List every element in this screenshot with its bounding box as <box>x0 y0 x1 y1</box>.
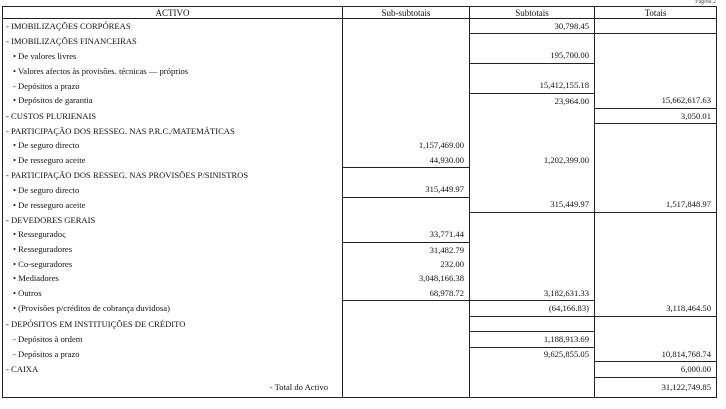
header-subtotais: Subtotais <box>470 7 595 19</box>
row-sub-subtotal <box>343 19 470 34</box>
row-label: - DEVEDORES GERAIS <box>3 213 343 228</box>
row-total <box>595 168 717 183</box>
row-subtotal: 1,202,399.00 <box>470 153 595 168</box>
row-total: 3,050.01 <box>595 108 717 123</box>
row-subtotal <box>470 377 595 398</box>
row-label: - CAIXA <box>3 362 343 377</box>
row-label: • De seguro directo <box>3 183 343 198</box>
row-subtotal <box>470 34 595 49</box>
header-sub-subtotais: Sub-subtotais <box>343 7 470 19</box>
row-total: 10,814,768.74 <box>595 347 717 362</box>
row-sub-subtotal <box>343 332 470 347</box>
table-row <box>3 19 717 34</box>
row-subtotal: 3,182,631.33 <box>470 286 595 301</box>
row-sub-subtotal <box>343 301 470 316</box>
row-subtotal: 23,964.00 <box>470 93 595 108</box>
row-total <box>595 286 717 301</box>
row-subtotal: 315,449.97 <box>470 198 595 213</box>
row-total <box>595 79 717 94</box>
row-total <box>595 64 717 79</box>
activo-table <box>2 6 717 398</box>
row-subtotal <box>470 183 595 198</box>
row-label: - IMOBILIZAÇÕES FINANCEIRAS <box>3 34 343 49</box>
table-row <box>3 183 717 198</box>
row-label: - Depósitos à ordem <box>3 332 343 347</box>
row-total <box>595 124 717 139</box>
table-row <box>3 64 717 79</box>
row-label: • Mediadores <box>3 272 343 286</box>
row-subtotal <box>470 124 595 139</box>
row-total <box>595 139 717 153</box>
row-label: • De resseguro aceite <box>3 198 343 213</box>
table-row <box>3 213 717 228</box>
table-row <box>3 286 717 301</box>
row-subtotal: 15,412,155.18 <box>470 79 595 94</box>
header-activo: ACTIVO <box>3 7 343 19</box>
row-subtotal <box>470 257 595 271</box>
row-total <box>595 34 717 49</box>
row-sub-subtotal <box>343 316 470 331</box>
table-row <box>3 227 717 242</box>
table-row <box>3 79 717 94</box>
row-total <box>595 272 717 286</box>
table-row <box>3 257 717 271</box>
row-total: 6,000.00 <box>595 362 717 377</box>
row-subtotal <box>470 316 595 331</box>
row-total <box>595 227 717 242</box>
row-subtotal <box>470 242 595 257</box>
header-totais: Totais <box>595 7 717 19</box>
row-subtotal <box>470 139 595 153</box>
row-label: • Resseguradores <box>3 242 343 257</box>
row-label: - Depósitos a prazo <box>3 79 343 94</box>
row-label: - IMOBILIZAÇÕES CORPÓREAS <box>3 19 343 34</box>
table-row <box>3 34 717 49</box>
row-subtotal: (64,166.83) <box>470 301 595 316</box>
row-total: 1,517,848.97 <box>595 198 717 213</box>
row-subtotal <box>470 213 595 228</box>
row-total <box>595 332 717 347</box>
row-sub-subtotal <box>343 213 470 228</box>
page-corner-text: Página 2 <box>695 0 716 5</box>
row-sub-subtotal <box>343 362 470 377</box>
table-row <box>3 316 717 331</box>
row-label: • Valores afectos às provisões. técnicas — próprios <box>3 64 343 79</box>
table-row <box>3 301 717 316</box>
row-label: - PARTICIPAÇÃO DOS RESSEG. NAS P.R.C./MATEMÁTICAS <box>3 124 343 139</box>
row-label: • Depósitos de garantia <box>3 93 343 108</box>
row-label: - Depósitos a prazo <box>3 347 343 362</box>
table-row <box>3 242 717 257</box>
table-row <box>3 93 717 108</box>
row-subtotal: 195,700.00 <box>470 49 595 64</box>
row-total <box>595 242 717 257</box>
balance-sheet-page <box>2 0 716 407</box>
row-total <box>595 316 717 331</box>
row-label: • Resseguradoς <box>3 227 343 242</box>
total-label: - Total do Activo <box>3 377 343 398</box>
row-sub-subtotal <box>343 34 470 49</box>
table-row <box>3 362 717 377</box>
row-total <box>595 213 717 228</box>
header-row <box>3 7 717 19</box>
row-subtotal: 30,798.45 <box>470 19 595 34</box>
row-sub-subtotal <box>343 168 470 183</box>
row-label: • De valores livres <box>3 49 343 64</box>
table-row <box>3 139 717 153</box>
row-sub-subtotal <box>343 377 470 398</box>
row-label: • (Provisões p/créditos de cobrança duvidosa) <box>3 301 343 316</box>
row-total <box>595 19 717 34</box>
table-row <box>3 198 717 213</box>
row-subtotal: 9,625,855.05 <box>470 347 595 362</box>
total-value: 31,122,749.85 <box>595 377 717 398</box>
row-sub-subtotal <box>343 93 470 108</box>
row-label: - CUSTOS PLURIENAIS <box>3 108 343 123</box>
table-row <box>3 108 717 123</box>
row-label: • Co-seguradores <box>3 257 343 271</box>
table-row <box>3 272 717 286</box>
row-total <box>595 257 717 271</box>
row-subtotal <box>470 168 595 183</box>
table-row <box>3 332 717 347</box>
row-label: - PARTICIPAÇÃO DOS RESSEG. NAS PROVISÕES P/SINISTROS <box>3 168 343 183</box>
row-total <box>595 49 717 64</box>
row-subtotal <box>470 272 595 286</box>
row-sub-subtotal: 33,771.44 <box>343 227 470 242</box>
row-sub-subtotal: 68,978.72 <box>343 286 470 301</box>
row-sub-subtotal <box>343 49 470 64</box>
row-sub-subtotal <box>343 64 470 79</box>
row-total <box>595 153 717 168</box>
row-subtotal <box>470 108 595 123</box>
table-row <box>3 49 717 64</box>
row-label: • Outros <box>3 286 343 301</box>
row-subtotal: 1,188,913.69 <box>470 332 595 347</box>
row-sub-subtotal <box>343 198 470 213</box>
row-label: • De resseguro aceite <box>3 153 343 168</box>
table-row <box>3 347 717 362</box>
row-sub-subtotal <box>343 108 470 123</box>
row-subtotal <box>470 362 595 377</box>
row-total: 15,662,617.63 <box>595 93 717 108</box>
row-label: - DEPÓSITOS EM INSTITUIÇÕES DE CRÉDITO <box>3 316 343 331</box>
table-row <box>3 153 717 168</box>
row-sub-subtotal: 232.00 <box>343 257 470 271</box>
row-sub-subtotal <box>343 347 470 362</box>
row-sub-subtotal <box>343 124 470 139</box>
row-sub-subtotal: 44,930.00 <box>343 153 470 168</box>
total-row <box>3 377 717 398</box>
row-total <box>595 183 717 198</box>
row-sub-subtotal: 3,048,166.38 <box>343 272 470 286</box>
table-row <box>3 124 717 139</box>
row-sub-subtotal: 31,482.79 <box>343 242 470 257</box>
row-sub-subtotal: 1,157,469.00 <box>343 139 470 153</box>
table-row <box>3 168 717 183</box>
row-sub-subtotal <box>343 79 470 94</box>
row-label: • De seguro directo <box>3 139 343 153</box>
row-total: 3,118,464.50 <box>595 301 717 316</box>
row-subtotal <box>470 64 595 79</box>
row-subtotal <box>470 227 595 242</box>
row-sub-subtotal: 315,449.97 <box>343 183 470 198</box>
